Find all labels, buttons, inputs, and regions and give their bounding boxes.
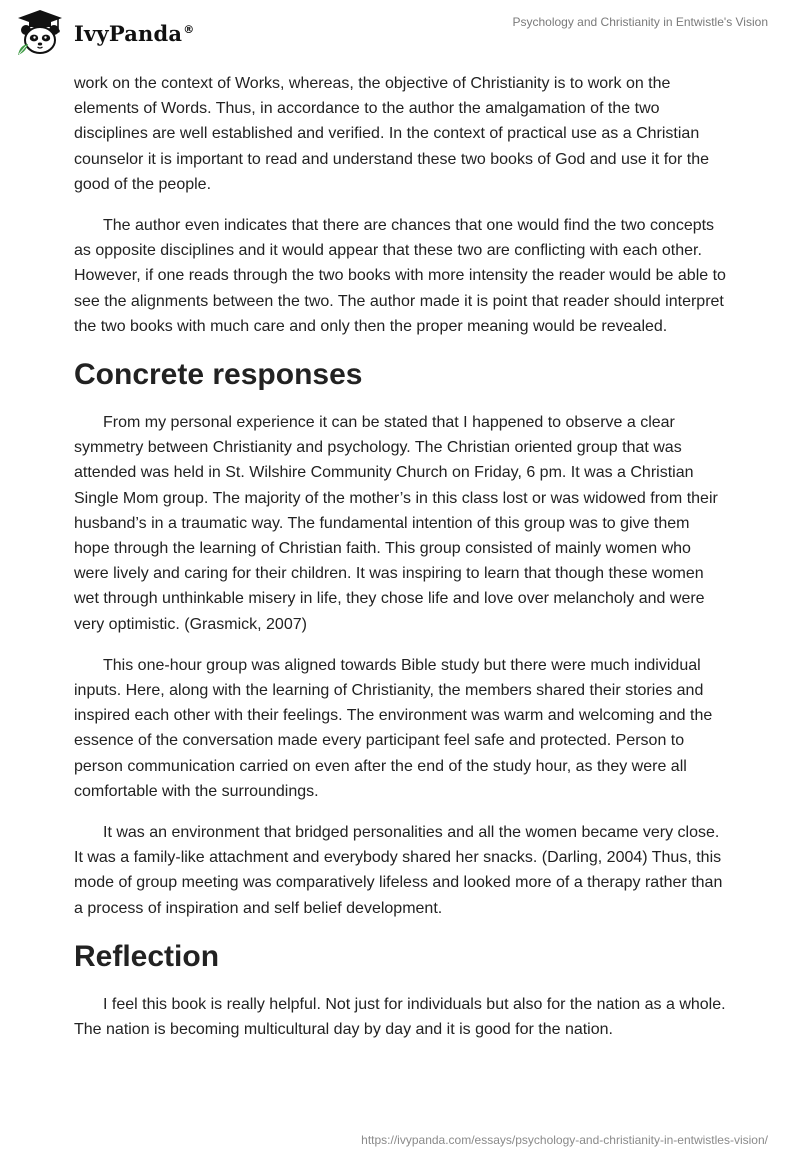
- document-title: Psychology and Christianity in Entwistle's Vision: [512, 15, 768, 29]
- panda-logo-icon: [14, 8, 66, 58]
- registered-mark: ®: [183, 22, 195, 36]
- paragraph-5: It was an environment that bridged personalities and all the women became very close. It was a family-like attachment and everybody shared her snacks. (Darling, 2004) Thus, this mode of group meeting was comparatively lifeless and looked more of a therapy rather than a process of inspiration and self belief development.: [74, 824, 723, 917]
- paragraph-6: I feel this book is really helpful. Not just for individuals but also for the nation as a whole. The nation is becoming multicultural day by day and it is good for the nation.: [74, 995, 726, 1039]
- ivypanda-logo[interactable]: [14, 8, 194, 58]
- logo-wordmark: [74, 21, 194, 46]
- source-url[interactable]: https://ivypanda.com/essays/psychology-and-christianity-in-entwistles-vision/: [361, 1133, 768, 1147]
- essay-body: [74, 71, 726, 1058]
- page-header: [0, 0, 800, 66]
- logo-name: IvyPanda: [74, 20, 183, 46]
- paragraph-3: From my personal experience it can be stated that I happened to observe a clear symmetry between Christianity and psychology. The Christian oriented group that was attended was held in St. Wilshire Community Church on Friday, 6 pm. It was a Christian Single Mom group. The majority of the mother’s in this class lost or was widowed from their husband’s in a traumatic way. The fundamental intention of this group was to give them hope through the learning of Christian faith. This group consisted of mainly women who were lively and caring for their children. It was inspiring to learn that though these women wet through unthinkable misery in life, they chose life and love over melancholy and were very optimistic. (Grasmick, 2007): [74, 414, 718, 633]
- paragraph-4: This one-hour group was aligned towards Bible study but there were much individual inputs. Here, along with the learning of Christianity, the members shared their stories and inspired each other with their feelings. The environment was warm and welcoming and the essence of the conversation made every participant feel safe and protected. Person to person communication carried on even after the end of the study hour, as they were all comfortable with the surroundings.: [74, 656, 713, 800]
- heading-reflection: Reflection: [74, 939, 220, 973]
- paragraph-1: work on the context of Works, whereas, the objective of Christianity is to work on the elements of Words. Thus, in accordance to the author the amalgamation of the two disciplines are well established and verified. In the context of practical use as a Christian counselor it is important to read and understand these two books of God and use it for the good of the people.: [74, 75, 710, 193]
- paragraph-2: The author even indicates that there are chances that one would find the two concepts as opposite disciplines and it would appear that these two are conflicting with each other. However, if one reads through the two books with more intensity the reader would be able to see the alignments between the two. The author made it is point that reader should interpret the two books with much care and only then the proper meaning would be revealed.: [74, 217, 726, 335]
- heading-concrete-responses: Concrete responses: [74, 358, 363, 392]
